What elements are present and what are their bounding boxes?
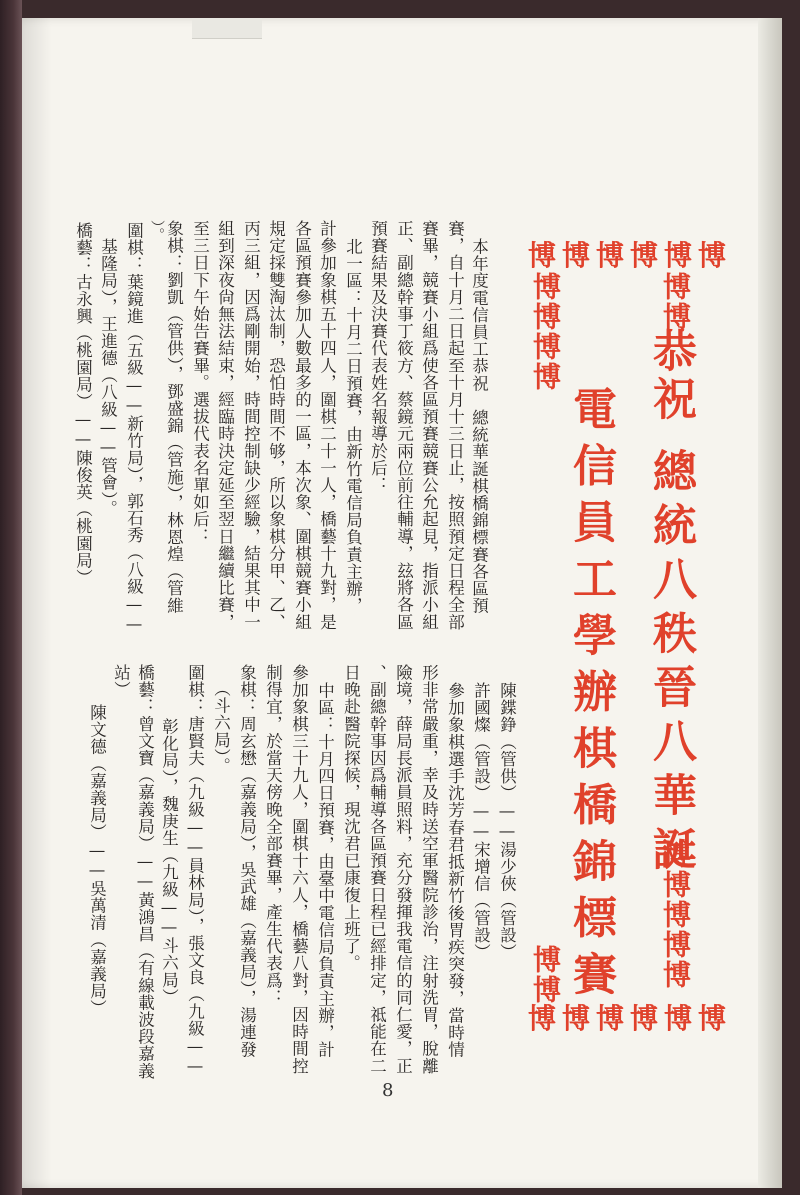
- text-column: 橋藝：古永興（桃園局）——陳俊英（桃園局）: [73, 222, 93, 587]
- text-column: 許國燦（管設）——宋增信（管設）: [471, 682, 491, 961]
- text-column: 組到深夜尙無法結束，經臨時決定延至翌日繼續比賽，: [215, 220, 235, 631]
- text-column: 本年度電信員工恭祝 總統華誕棋橋錦標賽各區預: [469, 238, 489, 615]
- text-column: 參加象棋三十九人，圍棋十六人，橋藝八對，因時間控: [289, 664, 309, 1075]
- frame-right-top: 博博: [659, 272, 692, 332]
- text-column: 日晚赴醫院探候，現沈君已康復上班了。: [341, 664, 361, 972]
- text-column: 正、副總幹事丁筱方、蔡鏡元兩位前往輔導，玆將各區: [394, 220, 414, 631]
- spine-shadow: [22, 18, 52, 1188]
- text-column: 至三日下午始告賽畢。選拔代表名單如后：: [190, 220, 210, 545]
- text-column: 圍棋：唐賢夫（九級——員林局），張文良（九級——: [185, 664, 205, 1077]
- text-column: 中區：十月四日預賽，由臺中電信局負責主辦，計: [315, 682, 335, 1059]
- text-column: 形非常嚴重，幸及時送空軍醫院診治，注射洗胃，脫離: [419, 664, 439, 1075]
- title-birthday: 總統八秩晉八華誕: [645, 448, 696, 880]
- page-edge: [758, 18, 782, 1188]
- text-column: 基隆局），王進德（八級——管會）。: [98, 238, 118, 518]
- text-column: 各區預賽參加人數最多的一區，本次象、圍棋競賽小組: [292, 220, 312, 631]
- text-column: 險境，薛局長派員照料，充分發揮我電信的同仁愛，正: [393, 664, 413, 1075]
- text-column: 彰化局），魏庚生（九級——斗六局）: [159, 718, 179, 1006]
- text-column: 陳文德（嘉義局）——吳萬清（嘉義局）: [87, 704, 107, 1017]
- text-column: 、副總幹事因爲輔導各區預賽日程已經排定，祗能在二: [367, 664, 387, 1075]
- frame-bottom-border: 博博博博博博: [528, 1002, 733, 1035]
- text-column: 橋藝：曾文寶（嘉義局）——黃鴻昌（有線載波段嘉義: [135, 664, 155, 1080]
- text-column: 預賽結果及決賽代表姓名報導於后：: [368, 220, 388, 494]
- text-column: 規定採雙淘汰制，恐怕時間不够，所以象棋分甲、乙、: [266, 220, 286, 631]
- text-column: 賽畢，競賽小組爲使各區預賽競賽公允起見，指派小組: [419, 220, 439, 631]
- text-column: （斗六局）。: [211, 680, 231, 775]
- page-number: 8: [382, 1080, 394, 1101]
- bookmark-tab: [192, 18, 262, 39]
- frame-top-border: 博博博博博博: [528, 239, 733, 272]
- frame-right-bottom: 博博博博博: [659, 840, 692, 990]
- text-column: 陳鍱錚（管供）——湯少俠（管設）: [497, 682, 517, 961]
- frame-left-top: 博博博博: [529, 272, 562, 392]
- text-column: 賽，自十月二日起至十月十三日止，按照預定日程全部: [445, 220, 465, 631]
- frame-left-bottom: 博博: [529, 945, 562, 1005]
- text-column: 象棋：劉凱（管供），鄧盛錦（管施），林恩煌（管維: [164, 220, 184, 614]
- text-column: 站）: [111, 664, 131, 699]
- text-column: 計參加象棋五十四人，圍棋二十一人，橋藝十九對，是: [317, 220, 337, 631]
- text-column: 丙三組，因爲剛開始，時間控制缺少經驗，結果其中一: [241, 220, 261, 631]
- text-column: 象棋：周玄懋（嘉義局），吳武雄（嘉義局），湯連發: [237, 664, 257, 1058]
- title-congratulation: 恭祝: [645, 328, 696, 424]
- text-column: 制得宜，於當天傍晚全部賽畢，產生代表爲：: [263, 664, 283, 1006]
- book-cover-edge: [0, 0, 22, 1195]
- title-tournament: 電信員工學辦棋橋錦標賽: [565, 386, 616, 1008]
- text-column: 參加象棋選手沈芳春君抵新竹後胃疾突發，當時情: [445, 682, 465, 1059]
- text-column: 圍棋：葉鏡進（五級——新竹局），郭石秀（八級——: [124, 222, 144, 635]
- text-column: 北一區：十月二日預賽，由新竹電信局負責主辦，: [343, 238, 363, 615]
- text-column: ）。: [149, 220, 165, 243]
